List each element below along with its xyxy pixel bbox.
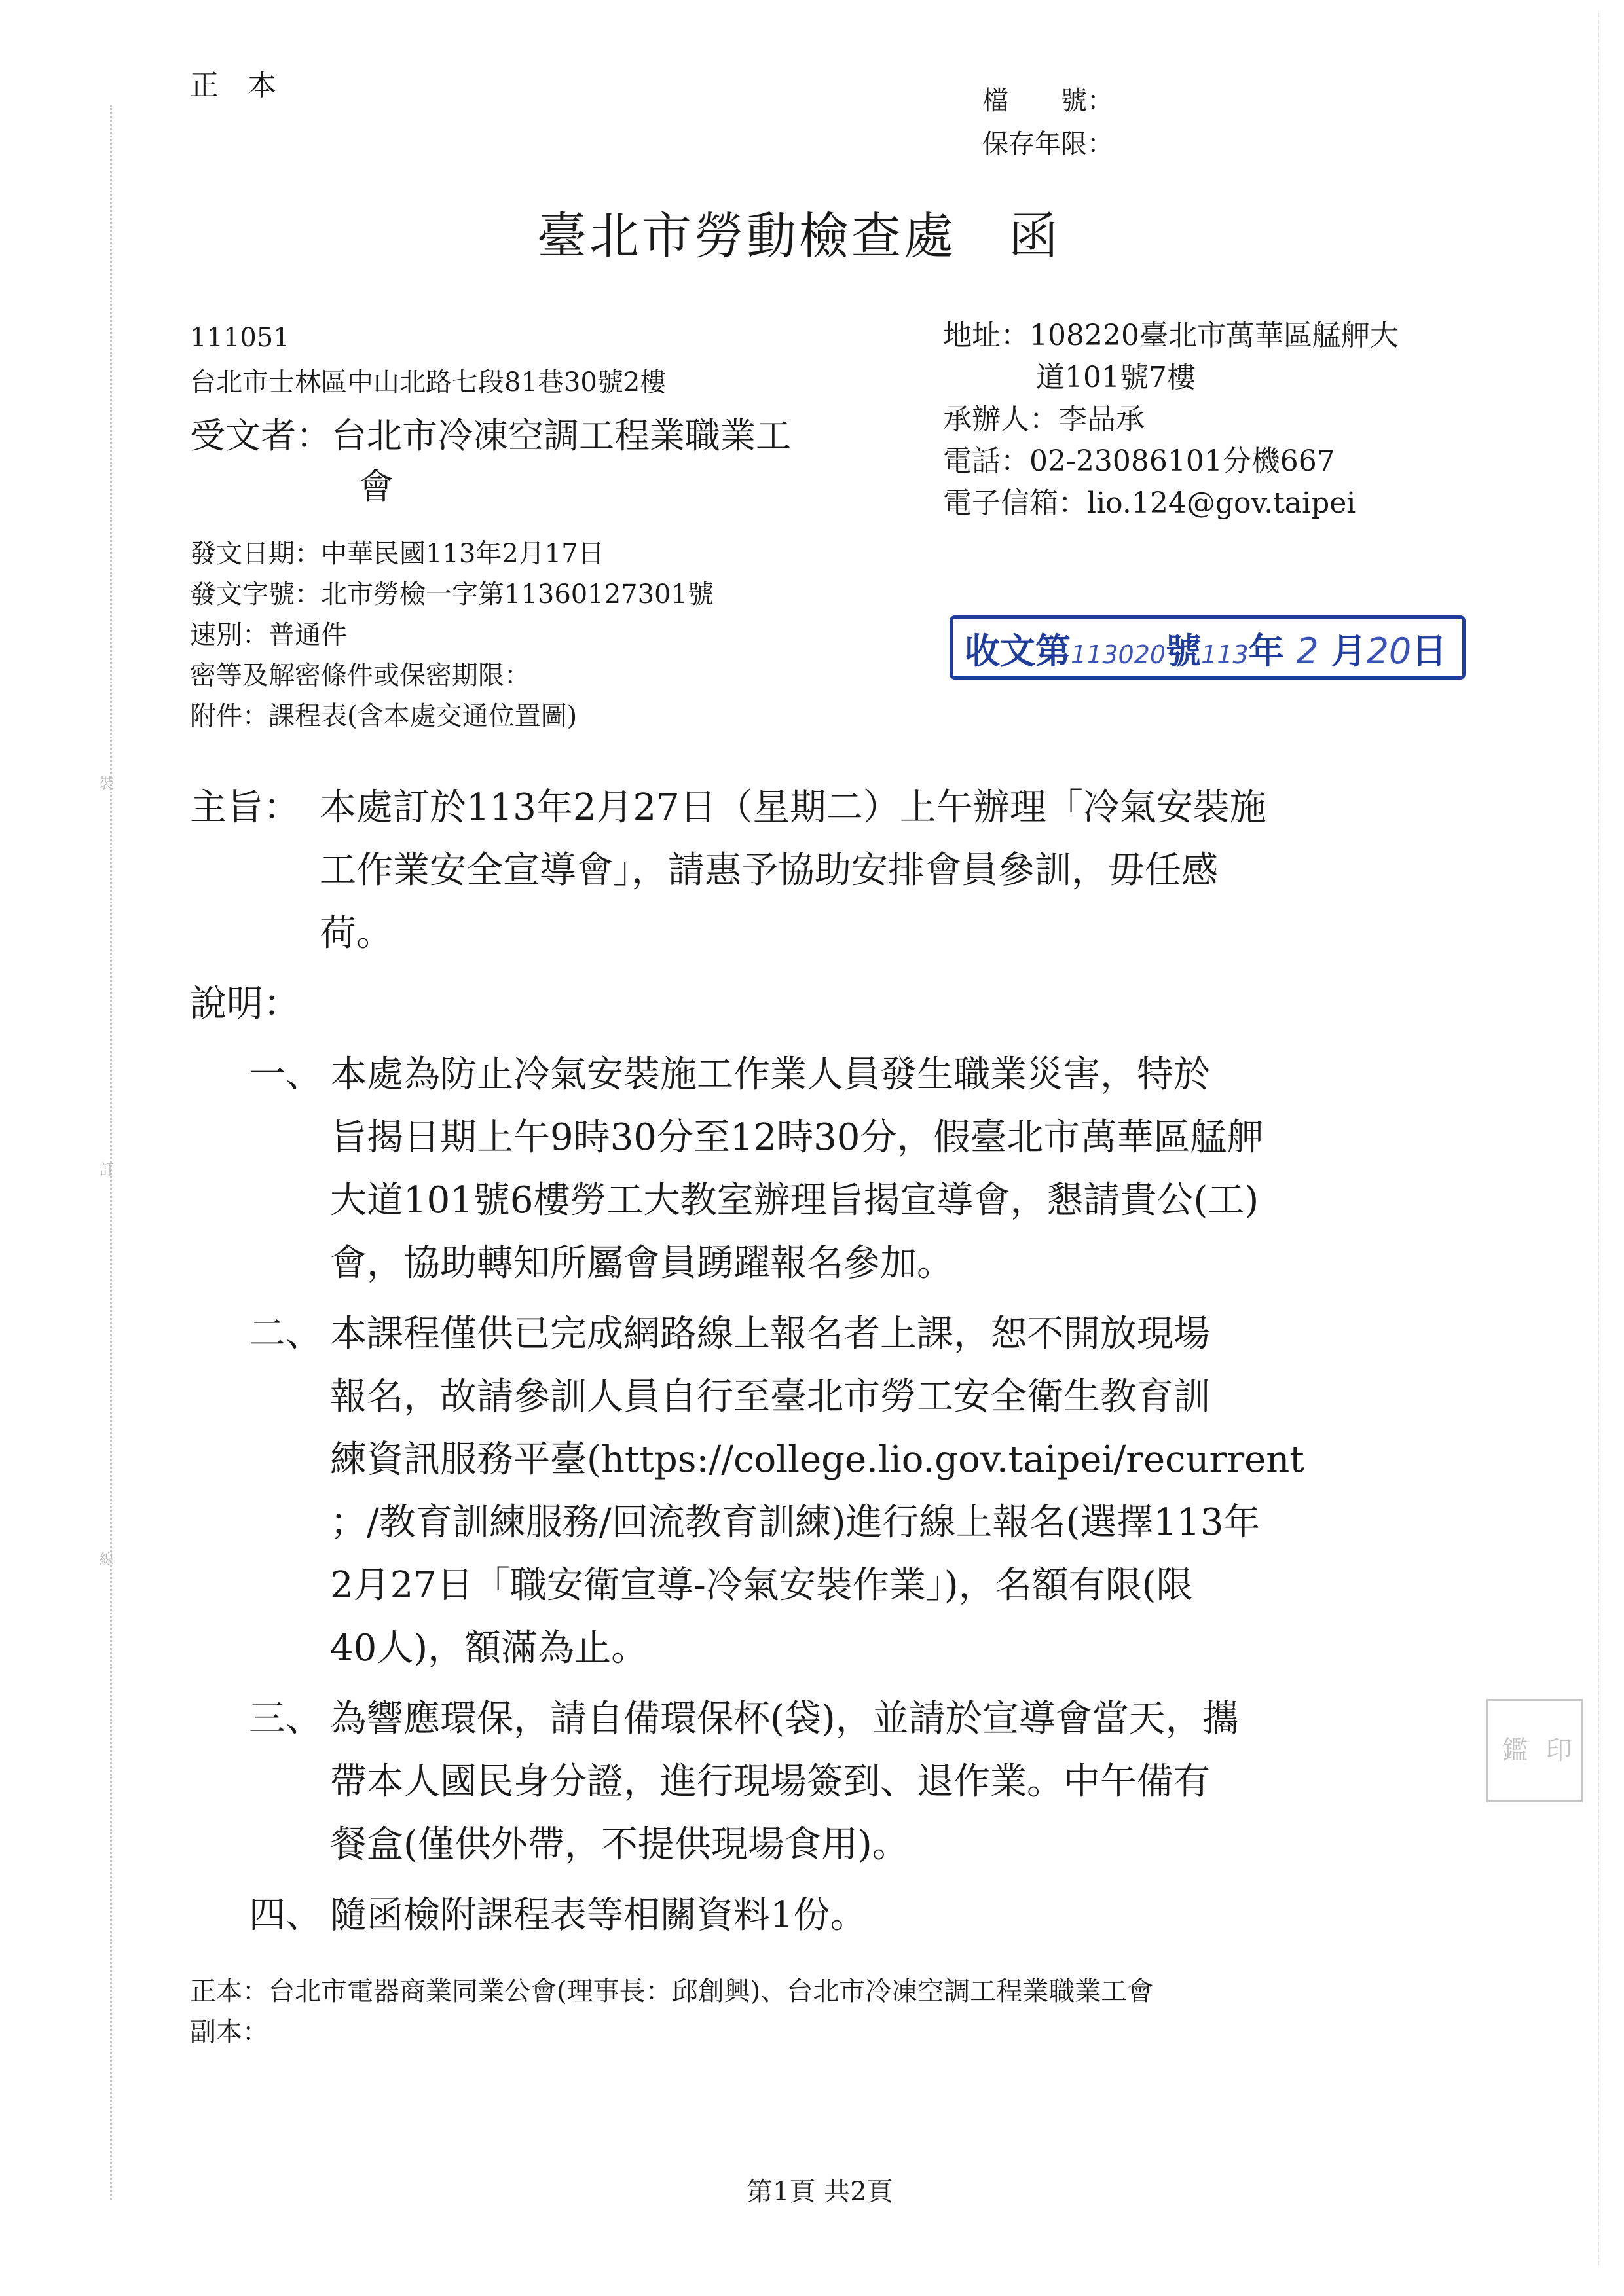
document-title: 臺北市勞動檢查處 函 bbox=[537, 207, 1061, 265]
subject-line: 本處訂於113年2月27日（星期二）上午辦理「冷氣安裝施 bbox=[320, 786, 1266, 829]
explanation-label: 說明： bbox=[190, 983, 300, 1025]
original-recipients: 正本：台北市電器商業同業公會(理事長：邱創興)、台北市冷凍空調工程業職業工會 bbox=[190, 1977, 1154, 2007]
explanation-line: 帶本人國民身分證，進行現場簽到、退作業。中午備有 bbox=[330, 1760, 1210, 1803]
stamp-received-number: 113020 bbox=[1071, 640, 1166, 669]
copy-recipients: 副本： bbox=[190, 2017, 268, 2047]
receipt-stamp bbox=[950, 615, 1466, 680]
explanation-line: 餐盒(僅供外帶，不提供現場食用)。 bbox=[330, 1823, 909, 1866]
item-number: 一、 bbox=[249, 1053, 322, 1096]
explanation-line: 40人)，額滿為止。 bbox=[330, 1627, 648, 1669]
item-number: 二、 bbox=[249, 1313, 322, 1355]
stamp-month: 2 bbox=[1296, 630, 1319, 672]
item-number: 三、 bbox=[249, 1698, 322, 1740]
explanation-line: 2月27日「職安衛宣導-冷氣安裝作業」)，名額有限(限 bbox=[330, 1564, 1193, 1607]
binding-mark-xian: 線 bbox=[100, 1552, 115, 1568]
handler-name: 承辦人：李品承 bbox=[943, 403, 1145, 436]
item-number: 四、 bbox=[249, 1894, 322, 1937]
explanation-line: ；/教育訓練服務/回流教育訓練)進行線上報名(選擇113年 bbox=[330, 1501, 1261, 1544]
explanation-line: 本課程僅供已完成網路線上報名者上課，恕不開放現場 bbox=[330, 1313, 1210, 1355]
binding-mark-ding: 訂 bbox=[100, 1162, 115, 1178]
explanation-line: 隨函檢附課程表等相關資料1份。 bbox=[330, 1894, 867, 1937]
recipient-name: 受文者：台北市冷凍空調工程業職業工 bbox=[190, 415, 791, 456]
file-number-label: 檔 號： bbox=[982, 86, 1113, 116]
stamp-day-label: 日 bbox=[1411, 630, 1447, 672]
binding-line bbox=[110, 105, 112, 2200]
contact-phone: 電話：02-23086101分機667 bbox=[943, 445, 1335, 478]
binding-mark-zhuang: 裝 bbox=[100, 776, 115, 792]
stamp-day: 20 bbox=[1366, 630, 1412, 672]
subject-label: 主旨： bbox=[190, 786, 300, 829]
recipient-postcode: 111051 bbox=[190, 323, 290, 353]
explanation-line: 會，協助轉知所屬會員踴躍報名參加。 bbox=[330, 1242, 953, 1285]
seal-glyph-column: 印 bbox=[1541, 1736, 1572, 1765]
scan-edge-line bbox=[1598, 13, 1599, 2265]
copy-type-label: 正 本 bbox=[190, 69, 276, 102]
contact-email: 電子信箱：lio.124@gov.taipei bbox=[943, 486, 1356, 520]
sender-address-line2: 道101號7樓 bbox=[1036, 361, 1196, 394]
issue-date: 發文日期：中華民國113年2月17日 bbox=[190, 539, 604, 569]
explanation-line: 本處為防止冷氣安裝施工作業人員發生職業災害，特於 bbox=[330, 1053, 1210, 1096]
explanation-line: 練資訊服務平臺(https://college.lio.gov.taipei/recurrent bbox=[330, 1438, 1304, 1481]
retention-period-label: 保存年限： bbox=[982, 129, 1113, 159]
document-number: 發文字號：北市勞檢一字第11360127301號 bbox=[190, 579, 714, 610]
delivery-speed: 速別：普通件 bbox=[190, 620, 347, 650]
sender-address-line1: 地址：108220臺北市萬華區艋舺大 bbox=[943, 319, 1399, 352]
explanation-line: 報名，故請參訓人員自行至臺北市勞工安全衛生教育訓 bbox=[330, 1376, 1210, 1418]
recipient-address: 台北市士林區中山北路七段81巷30號2樓 bbox=[190, 367, 667, 397]
recipient-name-cont: 會 bbox=[358, 466, 394, 507]
gray-seal-stamp bbox=[1486, 1699, 1583, 1802]
subject-line: 工作業安全宣導會」，請惠予協助安排會員參訓，毋任感 bbox=[320, 849, 1218, 892]
stamp-number-suffix: 號 bbox=[1166, 630, 1202, 672]
stamp-month-label: 月 bbox=[1331, 630, 1367, 672]
stamp-year-label: 年 bbox=[1248, 630, 1284, 672]
secrecy-level: 密等及解密條件或保密期限： bbox=[190, 661, 530, 691]
attachment-info: 附件：課程表(含本處交通位置圖) bbox=[190, 701, 578, 731]
explanation-line: 大道101號6樓勞工大教室辦理旨揭宣導會，懇請貴公(工) bbox=[330, 1179, 1259, 1222]
stamp-year: 113 bbox=[1201, 640, 1249, 669]
stamp-received-label: 收文第 bbox=[965, 630, 1071, 672]
explanation-line: 旨揭日期上午9時30分至12時30分，假臺北市萬華區艋舺 bbox=[330, 1116, 1264, 1159]
subject-line: 荷。 bbox=[320, 912, 393, 955]
explanation-line: 為響應環保，請自備環保杯(袋)，並請於宣導會當天，攜 bbox=[330, 1698, 1239, 1740]
seal-glyph-column: 鑑 bbox=[1498, 1736, 1528, 1765]
page-number: 第1頁 共2頁 bbox=[747, 2177, 893, 2207]
